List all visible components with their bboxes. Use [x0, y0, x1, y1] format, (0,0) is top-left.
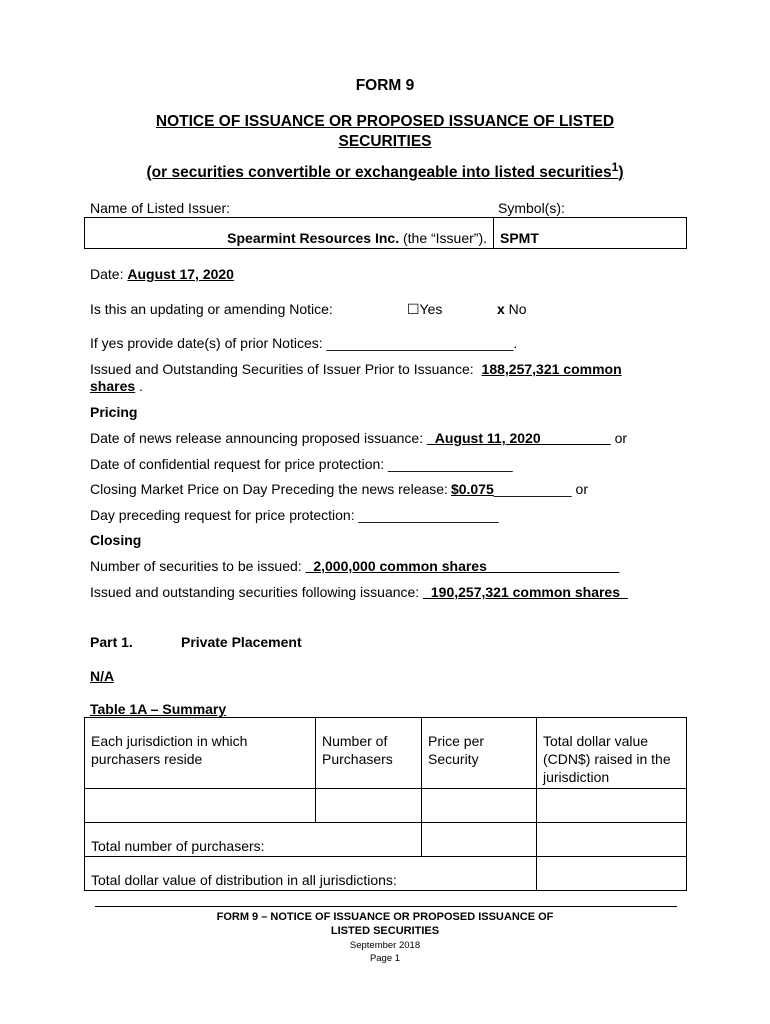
num-securities-row [90, 558, 619, 574]
amend-label: Is this an updating or amending Notice: [90, 301, 333, 317]
issuer-name: Spearmint Resources Inc. [227, 230, 400, 246]
footer-title-line2: LISTED SECURITIES [330, 925, 440, 937]
pricing-heading: Pricing [90, 404, 138, 420]
symbol-value: SPMT [494, 218, 687, 249]
news-release-tail: or [610, 430, 628, 446]
header-price-per-security: Price per Security [422, 718, 537, 789]
total-purchasers-spacer [422, 823, 537, 857]
issued-following-value: _190,257,321 common shares_ [423, 584, 628, 600]
date-value: August 17, 2020 [127, 266, 234, 282]
cell-jurisdiction [85, 789, 316, 823]
outstanding-value-2: shares [90, 378, 136, 394]
header-total-dollar: Total dollar value (CDN$) raised in the jurisdiction [537, 718, 687, 789]
closing-price-label: Closing Market Price on Day Preceding the news release: [90, 481, 448, 497]
not-applicable: N/A [90, 668, 115, 684]
total-purchasers-label: Total number of purchasers: [85, 823, 422, 857]
no-checkbox[interactable] [497, 301, 527, 317]
news-release-row [90, 430, 627, 446]
footer-divider [95, 906, 677, 907]
total-dollar-value [537, 857, 687, 891]
date-label: Date: [90, 266, 124, 282]
form-subtitle [0, 160, 770, 182]
cell-num-purchasers [316, 789, 422, 823]
yes-checkbox[interactable]: ☐Yes [407, 301, 443, 317]
cell-price [422, 789, 537, 823]
form-title-line2: SECURITIES [338, 133, 432, 150]
confidential-request: Date of confidential request for price protection: ________________ [90, 456, 513, 472]
footer-page: Page 1 [369, 953, 401, 964]
issuer-table [84, 217, 687, 249]
total-dollar-label: Total dollar value of distribution in all jurisdictions: [85, 857, 537, 891]
day-preceding: Day preceding request for price protection: __________________ [90, 507, 499, 523]
total-dollar-row [85, 857, 687, 891]
prior-notices: If yes provide date(s) of prior Notices: ________________________. [90, 335, 518, 351]
symbol-label: Symbol(s): [498, 200, 565, 216]
header-num-purchasers: Number of Purchasers [316, 718, 422, 789]
total-purchasers-value [537, 823, 687, 857]
outstanding-value-1: 188,257,321 common [481, 361, 622, 377]
issued-following-row [90, 584, 628, 600]
summary-table [84, 717, 687, 891]
news-release-value: _August 11, 2020_________ [427, 430, 611, 446]
footer-date: September 2018 [349, 940, 421, 951]
form-number: FORM 9 [355, 77, 415, 94]
no-label: No [504, 301, 527, 317]
footnote-marker: 1 [611, 160, 619, 174]
form-title-line1: NOTICE OF ISSUANCE OR PROPOSED ISSUANCE OF LISTED [155, 113, 615, 130]
subtitle-close: ) [618, 164, 624, 182]
news-release-label: Date of news release announcing proposed issuance: [90, 430, 424, 446]
num-securities-value: _2,000,000 common shares_________________ [305, 558, 620, 574]
part-title: Private Placement [181, 634, 302, 650]
closing-price-value: $0.075 [450, 481, 494, 497]
footer-title-line1: FORM 9 – NOTICE OF ISSUANCE OR PROPOSED ISSUANCE OF [216, 911, 554, 923]
issuer-name-cell [85, 218, 494, 249]
outstanding-row [90, 361, 622, 377]
table-title: Table 1A – Summary [90, 701, 227, 717]
outstanding-label: Issued and Outstanding Securities of Issuer Prior to Issuance: [90, 361, 474, 377]
closing-price-row [90, 481, 588, 497]
num-securities-label: Number of securities to be issued: [90, 558, 302, 574]
outstanding-tail: . [135, 378, 143, 394]
cell-total [537, 789, 687, 823]
issued-following-label: Issued and outstanding securities following issuance: [90, 584, 420, 600]
subtitle-text: (or securities convertible or exchangeable into listed securities [146, 164, 612, 182]
issuer-suffix: (the “Issuer”). [399, 230, 487, 246]
table-header-row [85, 718, 687, 789]
table-row [85, 789, 687, 823]
part-number: Part 1. [90, 634, 133, 650]
closing-heading: Closing [90, 532, 142, 548]
date-row [90, 266, 234, 282]
issuer-label: Name of Listed Issuer: [90, 200, 231, 216]
header-jurisdiction: Each jurisdiction in which purchasers reside [85, 718, 316, 789]
no-mark: x [497, 301, 505, 317]
closing-price-tail: __________ or [493, 481, 588, 497]
outstanding-row-2 [90, 378, 143, 394]
total-purchasers-row [85, 823, 687, 857]
